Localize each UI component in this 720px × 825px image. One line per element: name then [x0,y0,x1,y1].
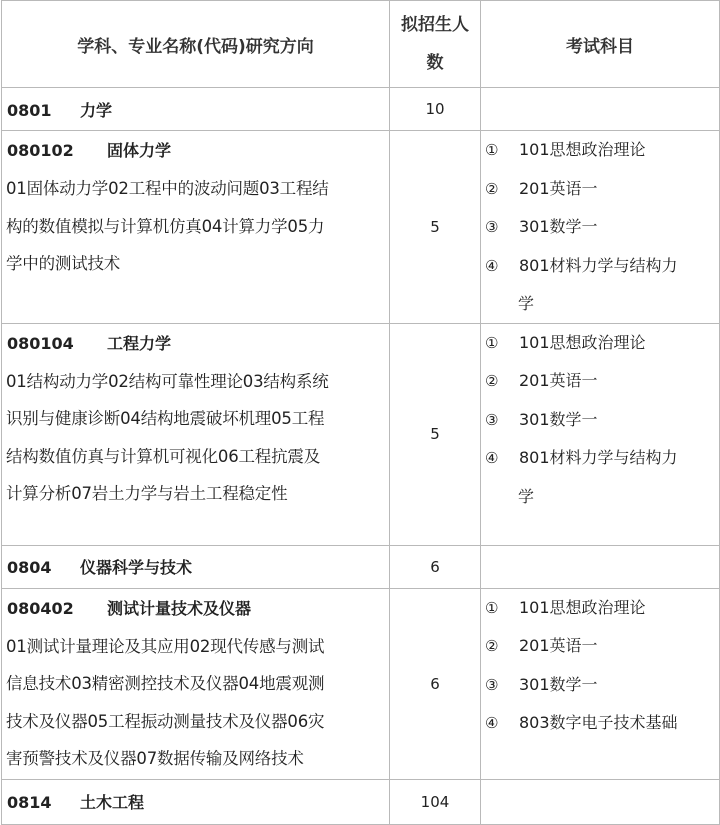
admission-table [1,0,720,825]
major-name: 工程力学 [107,333,172,353]
category-name-cell [2,545,390,588]
research-directions [2,628,389,778]
major-info-cell [2,131,390,324]
major-title [2,132,389,170]
subject-number: ② [485,372,499,390]
major-count: 5 [390,323,481,545]
major-row [2,131,720,324]
exam-subject [481,627,719,666]
subject-number: ④ [485,256,499,275]
major-code: 080402 [7,598,74,618]
category-row [2,88,720,131]
research-directions [2,363,389,513]
category-name: 仪器科学与技术 [80,558,193,577]
category-name-cell [2,779,390,824]
exam-subject-list [481,131,719,323]
subject-text: 801材料力学与结构力 [519,448,678,467]
category-count: 6 [390,545,481,588]
major-count: 5 [390,131,481,324]
major-row [2,588,720,779]
subject-number: ③ [485,410,499,429]
subject-text-continued: 学 [518,294,535,313]
empty-cell [481,545,720,588]
major-code: 080102 [7,141,74,160]
exam-subject [481,362,719,401]
empty-cell [481,88,720,131]
major-info-cell [2,323,390,545]
exam-subjects-cell [481,131,720,324]
direction-line: 学中的测试技术 [6,254,121,273]
major-row [2,323,720,545]
direction-line: 计算分析07岩土力学与岩土工程稳定性 [6,484,288,503]
subject-text: 301数学一 [519,674,598,694]
header-enrollment [390,1,481,88]
major-name: 固体力学 [107,141,172,160]
direction-line: 01固体动力学02工程中的波动问题03工程结 [6,179,329,198]
header-enrollment-line1: 拟招生人 [401,15,469,35]
major-code: 080104 [7,333,74,353]
subject-number: ② [485,179,499,198]
header-discipline: 学科、专业名称(代码)研究方向 [2,1,390,88]
category-code: 0804 [7,558,52,577]
header-row [2,1,720,88]
subject-number: ① [485,141,499,159]
category-row [2,779,720,824]
subject-number: ② [485,637,499,655]
major-info-cell [2,588,390,779]
exam-subject [481,589,719,628]
header-exam-subjects: 考试科目 [481,1,720,88]
category-row [2,545,720,588]
direction-line: 01结构动力学02结构可靠性理论03结构系统 [6,371,329,391]
category-count: 104 [390,779,481,824]
exam-subject-list [481,589,719,743]
major-name: 测试计量技术及仪器 [107,598,252,618]
empty-cell [481,779,720,824]
direction-line: 01测试计量理论及其应用02现代传感与测试 [6,636,325,656]
subject-text: 301数学一 [519,409,598,429]
exam-subject [481,401,719,440]
exam-subject [481,247,719,323]
direction-line: 技术及仪器05工程振动测量技术及仪器06灾 [6,711,325,731]
subject-text: 201英语一 [519,636,598,655]
exam-subject-list [481,324,719,516]
direction-line: 构的数值模拟与计算机仿真04计算力学05力 [6,216,325,236]
subject-text: 101思想政治理论 [519,140,646,159]
exam-subject [481,666,719,705]
category-name: 力学 [80,100,113,120]
exam-subject [481,131,719,170]
exam-subjects-cell [481,323,720,545]
subject-text: 201英语一 [519,178,598,198]
exam-subject [481,208,719,247]
exam-subject [481,170,719,209]
exam-subjects-cell [481,588,720,779]
subject-number: ① [485,333,499,352]
exam-subject [481,439,719,515]
subject-number: ③ [485,218,499,236]
subject-text: 301数学一 [519,217,598,236]
subject-text: 801材料力学与结构力 [519,255,678,275]
major-count: 6 [390,588,481,779]
category-name: 土木工程 [80,793,145,812]
direction-line: 信息技术03精密测控技术及仪器04地震观测 [6,674,325,693]
subject-text: 101思想政治理论 [519,332,646,352]
header-enrollment-line2: 数 [426,53,444,73]
category-code: 0814 [7,793,52,812]
category-code: 0801 [7,100,52,120]
research-directions [2,170,389,283]
subject-text: 201英语一 [519,371,598,390]
subject-text: 101思想政治理论 [519,597,646,617]
subject-text-continued: 学 [518,486,535,506]
subject-number: ③ [485,675,499,694]
subject-number: ① [485,598,499,617]
category-count: 10 [390,88,481,131]
exam-subject [481,704,719,743]
direction-line: 害预警技术及仪器07数据传输及网络技术 [6,749,304,768]
direction-line: 识别与健康诊断04结构地震破坏机理05工程 [6,409,325,428]
subject-number: ④ [485,714,499,732]
exam-subject [481,324,719,363]
direction-line: 结构数值仿真与计算机可视化06工程抗震及 [6,446,320,466]
major-title [2,590,389,628]
major-title [2,325,389,363]
subject-text: 803数字电子技术基础 [519,713,678,732]
subject-number: ④ [485,449,499,467]
category-name-cell [2,88,390,131]
